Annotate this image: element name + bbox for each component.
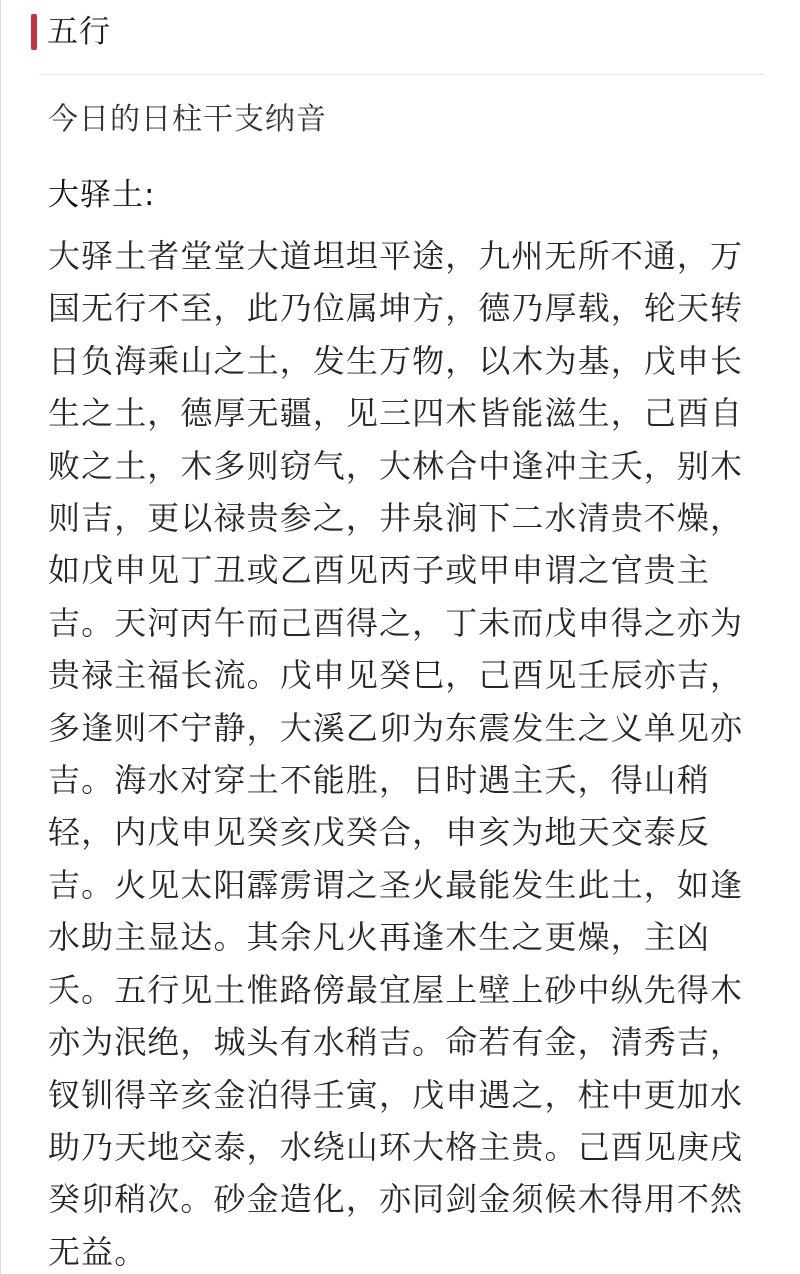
body-line: 大驿土者堂堂大道坦坦平途，九州无所不通，万	[48, 237, 744, 275]
body-line: 则吉，更以禄贵参之，井泉涧下二水清贵不燥，	[48, 499, 744, 538]
body-line: 如戊申见丁丑或乙酉见丙子或甲申谓之官贵主	[48, 551, 711, 590]
body-line: 助乃天地交泰，水绕山环大格主贵。己酉见庚戌	[48, 1127, 744, 1166]
body-line: 无益。	[48, 1232, 148, 1271]
body-line: 夭。五行见土惟路傍最宜屋上壁上砂中纵先得木	[48, 970, 744, 1009]
body-line: 日负海乘山之土，发生万物，以木为基，戊申长	[48, 341, 744, 380]
body-line: 败之土，木多则窃气，大林合中逢冲主夭，别木	[48, 446, 744, 485]
body-line: 亦为泯绝，城头有水稍吉。命若有金，清秀吉，	[48, 1023, 744, 1062]
body-line: 钗钏得辛亥金泊得壬寅，戊申遇之，柱中更加水	[48, 1075, 744, 1114]
section-header	[31, 10, 111, 54]
body-line: 贵禄主福长流。戊申见癸巳，己酉见壬辰亦吉，	[48, 656, 744, 695]
body-line: 生之土，德厚无疆，见三四木皆能滋生，己酉自	[48, 394, 744, 433]
body-line: 吉。海水对穿土不能胜，日时遇主夭，得山稍	[48, 761, 711, 800]
body-line: 国无行不至，此乃位属坤方，德乃厚载，轮天转	[48, 289, 744, 328]
section-title: 五行	[47, 14, 111, 50]
subtitle: 今日的日柱干支纳音	[48, 102, 327, 137]
body-line: 水助主显达。其余凡火再逢木生之更燥，主凶	[48, 918, 711, 957]
body-line: 轻，内戊申见癸亥戊癸合，申亥为地天交泰反	[48, 813, 711, 852]
nayin-heading: 大驿土:	[48, 177, 156, 213]
body-line: 吉。天河丙午而己酉得之，丁未而戊申得之亦为	[48, 603, 744, 642]
body-line: 癸卯稍次。砂金造化，亦同剑金须候木得用不然	[48, 1180, 744, 1219]
body-line: 吉。火见太阳霹雳谓之圣火最能发生此土，如逢	[48, 865, 744, 904]
header-divider	[39, 74, 765, 75]
nayin-description	[48, 230, 748, 1274]
section-accent-bar	[31, 14, 37, 50]
body-line: 多逢则不宁静，大溪乙卯为东震发生之义单见亦	[48, 708, 744, 747]
